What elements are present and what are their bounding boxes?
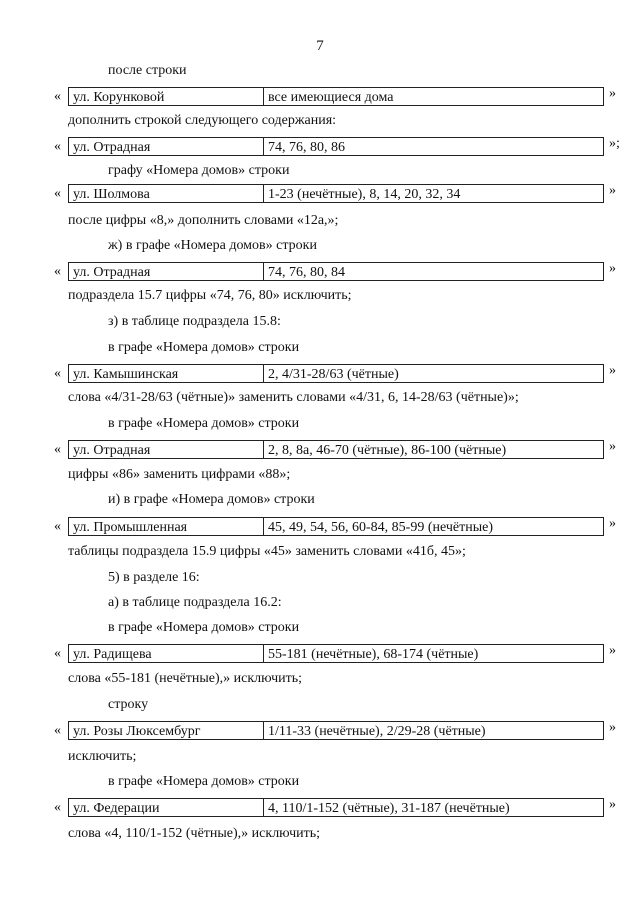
house-numbers-cell: 1-23 (нечётные), 8, 14, 20, 32, 34 [263,184,604,203]
close-quote: » [609,86,616,101]
paragraph-line: дополнить строкой следующего содержания: [68,113,337,128]
street-cell: ул. Корунковой [68,87,264,106]
paragraph-line: слова «4, 110/1-152 (чётные),» исключить; [68,826,321,841]
paragraph-line: цифры «86» заменить цифрами «88»; [68,467,291,482]
paragraph-line: слова «55-181 (нечётные),» исключить; [68,671,303,686]
open-quote: « [54,442,61,457]
house-numbers-cell: 74, 76, 80, 84 [263,262,604,281]
page-number: 7 [316,38,324,54]
paragraph-line: ж) в графе «Номера домов» строки [108,238,317,253]
table-row [0,137,640,157]
street-cell: ул. Розы Люксембург [68,721,264,740]
close-quote: » [609,439,616,454]
paragraph-line: в графе «Номера домов» строки [108,416,300,431]
paragraph-line: строку [108,697,149,712]
paragraph-line: в графе «Номера домов» строки [108,340,300,355]
table-row [0,517,640,537]
paragraph-line: после цифры «8,» дополнить словами «12а,»; [68,213,339,228]
paragraph-line: после строки [108,63,187,78]
house-numbers-cell: 55-181 (нечётные), 68-174 (чётные) [263,644,604,663]
paragraph-line: в графе «Номера домов» строки [108,620,300,635]
close-quote: » [609,516,616,531]
paragraph-line: з) в таблице подраздела 15.8: [108,314,281,329]
paragraph-line: в графе «Номера домов» строки [108,774,300,789]
close-quote: » [609,643,616,658]
open-quote: « [54,723,61,738]
street-cell: ул. Камышинская [68,364,264,383]
table-row [0,364,640,384]
open-quote: « [54,186,61,201]
table-row [0,184,640,204]
street-cell: ул. Отрадная [68,440,264,459]
close-quote: » [609,363,616,378]
street-cell: ул. Радищева [68,644,264,663]
close-quote: » [609,261,616,276]
open-quote: « [54,366,61,381]
street-cell: ул. Отрадная [68,262,264,281]
open-quote: « [54,264,61,279]
open-quote: « [54,89,61,104]
table-row [0,798,640,818]
house-numbers-cell: все имеющиеся дома [263,87,604,106]
house-numbers-cell: 2, 8, 8а, 46-70 (чётные), 86-100 (чётные) [263,440,604,459]
house-numbers-cell: 4, 110/1-152 (чётные), 31-187 (нечётные) [263,798,604,817]
open-quote: « [54,800,61,815]
street-cell: ул. Промышленная [68,517,264,536]
paragraph-line: таблицы подраздела 15.9 цифры «45» заменить словами «41б, 45»; [68,544,466,559]
paragraph-line: подраздела 15.7 цифры «74, 76, 80» исключить; [68,288,352,303]
close-quote: » [609,183,616,198]
paragraph-line: исключить; [68,749,137,764]
street-cell: ул. Отрадная [68,137,264,156]
paragraph-line: и) в графе «Номера домов» строки [108,492,315,507]
close-quote: » [609,797,616,812]
open-quote: « [54,646,61,661]
house-numbers-cell: 1/11-33 (нечётные), 2/29-28 (чётные) [263,721,604,740]
paragraph-line: 5) в разделе 16: [108,570,200,585]
house-numbers-cell: 74, 76, 80, 86 [263,137,604,156]
street-cell: ул. Шолмова [68,184,264,203]
close-quote: »; [609,136,620,151]
open-quote: « [54,519,61,534]
house-numbers-cell: 45, 49, 54, 56, 60-84, 85-99 (нечётные) [263,517,604,536]
table-row [0,721,640,741]
paragraph-line: графу «Номера домов» строки [108,163,290,178]
table-row [0,440,640,460]
close-quote: » [609,720,616,735]
table-row [0,262,640,282]
table-row [0,87,640,107]
street-cell: ул. Федерации [68,798,264,817]
paragraph-line: а) в таблице подраздела 16.2: [108,595,282,610]
house-numbers-cell: 2, 4/31-28/63 (чётные) [263,364,604,383]
table-row [0,644,640,664]
paragraph-line: слова «4/31-28/63 (чётные)» заменить словами «4/31, 6, 14-28/63 (чётные)»; [68,390,519,405]
open-quote: « [54,139,61,154]
